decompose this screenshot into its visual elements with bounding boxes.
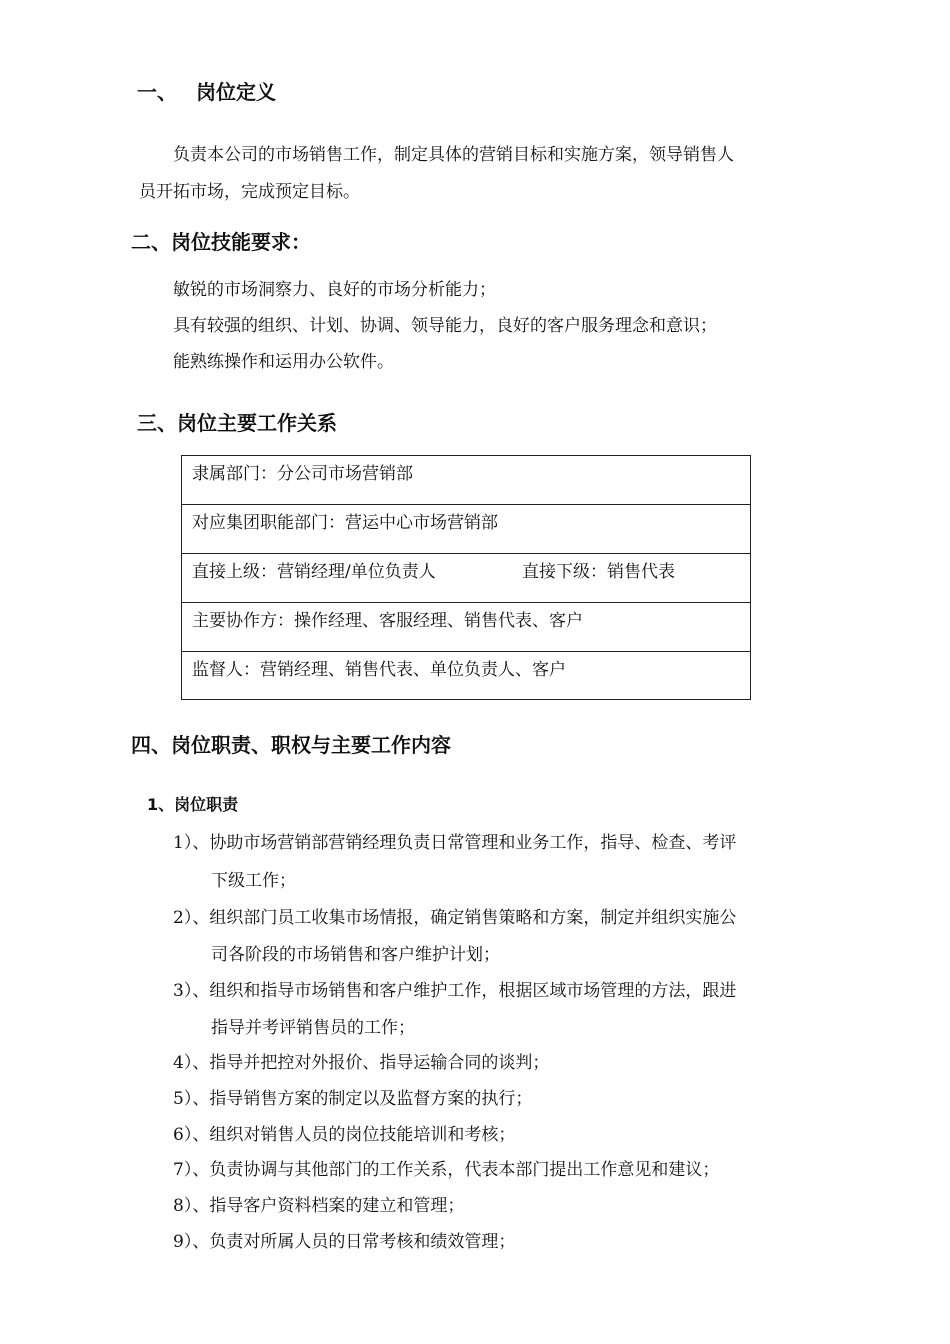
section3-heading: 三、岗位主要工作关系 xyxy=(137,411,337,435)
section4-subheading: 1、岗位职责 xyxy=(147,795,239,814)
section1-number: 一、 xyxy=(137,80,177,104)
relations-row xyxy=(182,554,750,603)
skill-item: 具有较强的组织、计划、协调、领导能力，良好的客户服务理念和意识； xyxy=(173,316,717,336)
section4-heading: 四、岗位职责、职权与主要工作内容 xyxy=(131,733,451,757)
duty-line2: 下级工作； xyxy=(211,871,296,891)
relations-cell-right: 直接下级：销售代表 xyxy=(522,562,675,582)
relations-row xyxy=(182,652,750,701)
duty-line1: 8）、指导客户资料档案的建立和管理； xyxy=(173,1196,465,1216)
relations-cell: 直接上级：营销经理/单位负责人 xyxy=(192,562,436,582)
relations-cell: 监督人：营销经理、销售代表、单位负责人、客户 xyxy=(192,660,566,680)
relations-row xyxy=(182,603,750,652)
duty-line1: 6）、组织对销售人员的岗位技能培训和考核； xyxy=(173,1125,516,1145)
duty-line2: 司各阶段的市场销售和客户维护计划； xyxy=(211,945,500,965)
relations-row xyxy=(182,505,750,554)
duty-line1: 5）、指导销售方案的制定以及监督方案的执行； xyxy=(173,1089,533,1109)
relations-row xyxy=(182,456,750,505)
section1-title: 岗位定义 xyxy=(196,80,276,104)
relations-cell: 隶属部门：分公司市场营销部 xyxy=(192,464,413,484)
duty-line1: 2）、组织部门员工收集市场情报，确定销售策略和方案，制定并组织实施公 xyxy=(173,908,737,928)
section2-heading: 二、岗位技能要求： xyxy=(131,230,311,254)
duty-line1: 3）、组织和指导市场销售和客户维护工作，根据区域市场管理的方法，跟进 xyxy=(173,981,737,1001)
skill-item: 敏锐的市场洞察力、良好的市场分析能力； xyxy=(173,280,496,300)
duty-line1: 1）、协助市场营销部营销经理负责日常管理和业务工作，指导、检查、考评 xyxy=(173,833,737,853)
relations-table xyxy=(181,455,751,700)
skill-item: 能熟练操作和运用办公软件。 xyxy=(173,352,394,372)
duty-line1: 9）、负责对所属人员的日常考核和绩效管理； xyxy=(173,1232,516,1252)
duty-line1: 4）、指导并把控对外报价、指导运输合同的谈判； xyxy=(173,1053,550,1073)
relations-cell: 主要协作方：操作经理、客服经理、销售代表、客户 xyxy=(192,611,583,631)
duty-line1: 7）、负责协调与其他部门的工作关系，代表本部门提出工作意见和建议； xyxy=(173,1160,720,1180)
section1-paragraph-line2: 员开拓市场，完成预定目标。 xyxy=(139,182,360,202)
duty-line2: 指导并考评销售员的工作； xyxy=(211,1018,415,1038)
section1-paragraph-line1: 负责本公司的市场销售工作，制定具体的营销目标和实施方案，领导销售人 xyxy=(173,145,734,165)
relations-cell: 对应集团职能部门：营运中心市场营销部 xyxy=(192,513,498,533)
